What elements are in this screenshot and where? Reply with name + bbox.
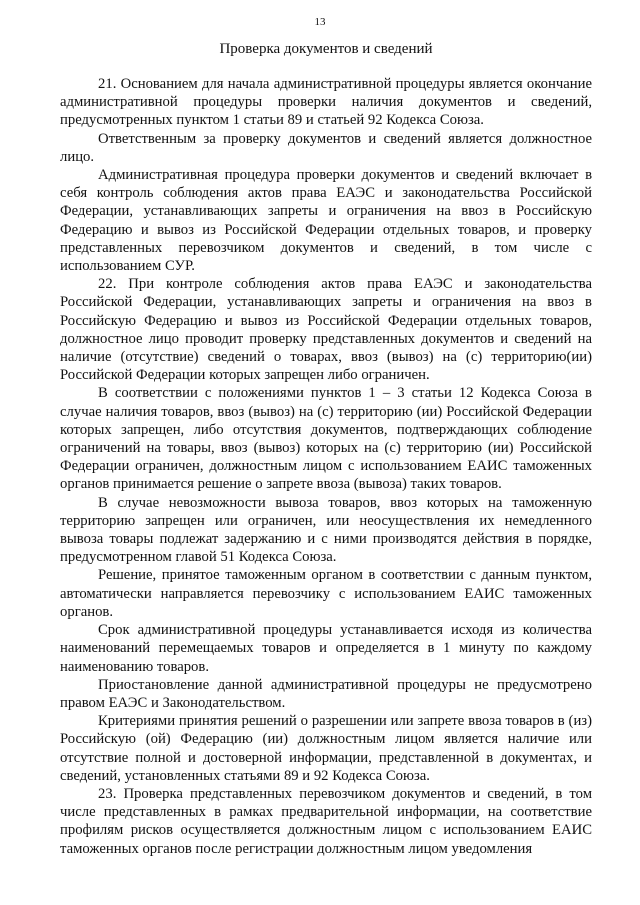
- paragraph-article-12: В соответствии с положениями пунктов 1 – 3 статьи 12 Кодекса Союза в случае наличия товаров, ввоз (вывоз) на (с) территорию (ии) Российской Федерации которых запрещен, либо отсутствия документов, подтверждающих соблюдение ограничений на товары, ввоз (вывоз) которых на (с) территорию (ии) Российской Федерации ограничен, должностным лицом с использованием ЕАИС таможенных органов принимается решение о запрете ввоза (вывоза) таких товаров.: [60, 385, 592, 493]
- paragraph-procedure-scope: Административная процедура проверки документов и сведений включает в себя контроль соблюдения актов права ЕАЭС и законодательства Российской Федерации, устанавливающих запреты и ограничения на ввоз в Российскую Федерацию и вывоз из Российской Федерации отдельных товаров, и проверку представленных перевозчиком документов и сведений, в том числе с использованием СУР.: [60, 167, 592, 275]
- paragraph-suspension: Приостановление данной административной процедуры не предусмотрено правом ЕАЭС и Законодательством.: [60, 676, 592, 711]
- paragraph-impossibility: В случае невозможности вывоза товаров, ввоз которых на таможенную территорию запрещен или ограничен, или неосуществления их немедленного вывоза товары подлежат задержанию и с ними производятся действия в порядке, предусмотренном главой 51 Кодекса Союза.: [60, 494, 592, 566]
- section-heading: Проверка документов и сведений: [219, 41, 433, 57]
- paragraph-22: 22. При контроле соблюдения актов права ЕАЭС и законодательства Российской Федерации, устанавливающих запреты и ограничения на ввоз в Российскую Федерацию и вывоз из Российской Федерации отдельных товаров, должностное лицо проводит проверку представленных документов и сведений на наличие (отсутствие) сведений о товарах, ввоз (вывоз) на (с) территорию(ии) Российской Федерации которых запрещен либо ограничен.: [60, 276, 592, 384]
- paragraph-responsible: Ответственным за проверку документов и сведений является должностное лицо.: [60, 130, 592, 165]
- page-number: 13: [314, 16, 326, 28]
- paragraph-decision: Решение, принятое таможенным органом в соответствии с данным пунктом, автоматически направляется перевозчику с использованием ЕАИС таможенных органов.: [60, 567, 592, 620]
- paragraph-criteria: Критериями принятия решений о разрешении или запрете ввоза товаров в (из) Российскую (ой) Федерацию (ии) должностным лицом является наличие или отсутствие полной и достоверной информации, представленной в документах, и сведений, установленных статьями 89 и 92 Кодекса Союза.: [60, 713, 592, 784]
- paragraph-23: 23. Проверка представленных перевозчиком документов и сведений, в том числе представленных в рамках предварительной информации, на соответствие профилям рисков осуществляется должностным лицом с использованием ЕАИС таможенных органов после регистрации должностным лицом уведомления: [60, 785, 592, 857]
- paragraph-21: 21. Основанием для начала административной процедуры является окончание административной процедуры проверки наличия документов и сведений, предусмотренных пунктом 1 статьи 89 и статьей 92 Кодекса Союза.: [60, 76, 592, 129]
- paragraph-deadline: Срок административной процедуры устанавливается исходя из количества наименований перемещаемых товаров и определяется в 1 минуту по каждому наименованию товаров.: [60, 622, 592, 675]
- document-body: [60, 75, 592, 858]
